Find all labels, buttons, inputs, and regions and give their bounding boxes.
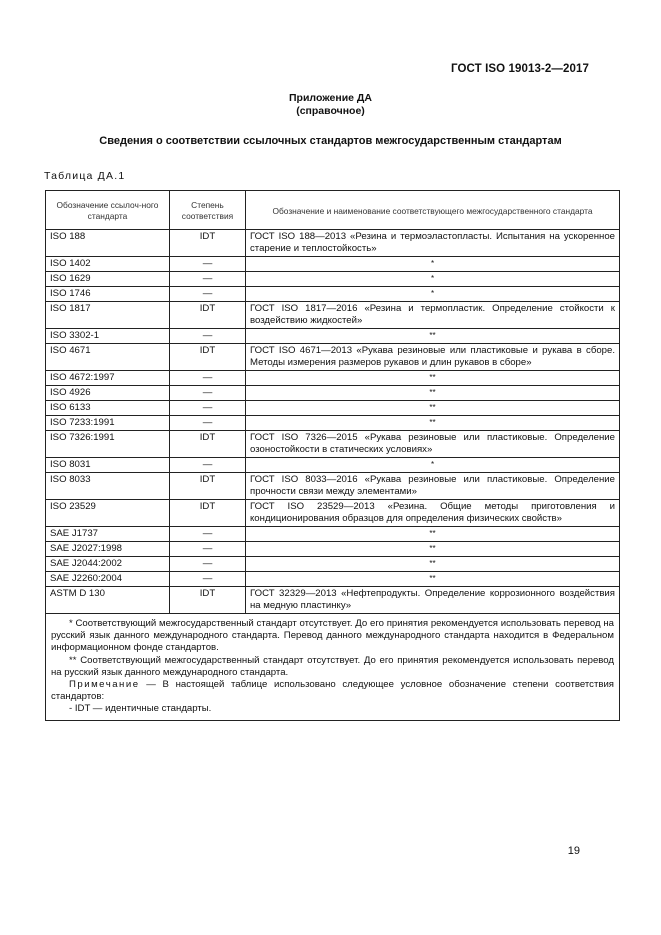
cell-degree: — (170, 542, 246, 557)
table-row (46, 272, 620, 287)
annex-subtitle: (справочное) (296, 105, 365, 117)
cell-degree: IDT (170, 431, 246, 458)
cell-name: ** (246, 542, 620, 557)
note-remark (51, 679, 614, 703)
cell-name: ** (246, 329, 620, 344)
cell-ref: ISO 188 (46, 230, 170, 257)
note-remark-text: — В настоящей таблице использовано следующее условное обозначение степени соответствия стандартов: (51, 679, 614, 703)
cell-ref: ISO 4926 (46, 386, 170, 401)
cell-ref: ISO 4672:1997 (46, 371, 170, 386)
cell-name: ** (246, 572, 620, 587)
header-ref: Обозначение ссылоч-ного стандарта (46, 191, 170, 230)
table-caption: Таблица ДА.1 (44, 170, 126, 182)
cell-degree: IDT (170, 500, 246, 527)
table-row (46, 344, 620, 371)
cell-degree: IDT (170, 473, 246, 500)
cell-degree: IDT (170, 302, 246, 329)
cell-degree: — (170, 557, 246, 572)
section-title: Сведения о соответствии ссылочных стандартов межгосударственным стандартам (99, 135, 562, 147)
cell-ref: SAE J2044:2002 (46, 557, 170, 572)
table-row (46, 473, 620, 500)
note-idt-definition: - IDT — идентичные стандарты. (69, 703, 212, 715)
cell-ref: SAE J1737 (46, 527, 170, 542)
cell-ref: ISO 7326:1991 (46, 431, 170, 458)
cell-name: ** (246, 557, 620, 572)
table-row (46, 287, 620, 302)
cell-degree: — (170, 329, 246, 344)
cell-ref: ISO 3302-1 (46, 329, 170, 344)
annex-title: Приложение ДА (289, 92, 372, 104)
cell-degree: — (170, 416, 246, 431)
cell-ref: ISO 23529 (46, 500, 170, 527)
note-single-asterisk: * Соответствующий межгосударственный стандарт отсутствует. До его принятия рекомендуется использовать перевод на русский язык данного международного стандарта. Перевод данного международного стандарта находится в Федеральном информационном фонде стандартов. (51, 618, 614, 654)
document-code: ГОСТ ISO 19013-2—2017 (451, 63, 589, 75)
cell-degree: IDT (170, 230, 246, 257)
cell-ref: ISO 8033 (46, 473, 170, 500)
page-number: 19 (567, 845, 580, 857)
cell-name: * (246, 272, 620, 287)
cell-ref: ASTM D 130 (46, 587, 170, 614)
table-header-row (46, 191, 620, 230)
table-row (46, 587, 620, 614)
cell-degree: — (170, 272, 246, 287)
cell-degree: — (170, 287, 246, 302)
cell-ref: ISO 6133 (46, 401, 170, 416)
table-row (46, 371, 620, 386)
cell-ref: ISO 4671 (46, 344, 170, 371)
cell-ref: ISO 1629 (46, 272, 170, 287)
cell-name: ГОСТ ISO 4671—2013 «Рукава резиновые или пластиковые и рукава в сборе. Методы измерения размеров рукавов и длин рукавов в сборе» (246, 344, 620, 371)
cell-degree: — (170, 401, 246, 416)
cell-ref: ISO 1817 (46, 302, 170, 329)
cell-ref: ISO 8031 (46, 458, 170, 473)
cell-name: * (246, 458, 620, 473)
annex-heading (0, 92, 661, 118)
table-row (46, 431, 620, 458)
cell-degree: — (170, 572, 246, 587)
cell-name: ГОСТ 32329—2013 «Нефтепродукты. Определение коррозионного воздействия на медную пластинку» (246, 587, 620, 614)
table-row (46, 527, 620, 542)
cell-name: ** (246, 416, 620, 431)
table-row (46, 542, 620, 557)
cell-ref: SAE J2260:2004 (46, 572, 170, 587)
table-row (46, 302, 620, 329)
cell-name: ** (246, 401, 620, 416)
cell-name: ** (246, 527, 620, 542)
table-row (46, 230, 620, 257)
correspondence-table (45, 190, 620, 721)
cell-name: * (246, 257, 620, 272)
cell-name: ГОСТ ISO 188—2013 «Резина и термоэластопласты. Испытания на ускоренное старение и теплостойкость» (246, 230, 620, 257)
table-row (46, 329, 620, 344)
cell-ref: ISO 7233:1991 (46, 416, 170, 431)
cell-name: ГОСТ ISO 23529—2013 «Резина. Общие методы приготовления и кондиционирования образцов для определения физических свойств» (246, 500, 620, 527)
table-row (46, 416, 620, 431)
table-row (46, 458, 620, 473)
cell-degree: IDT (170, 587, 246, 614)
header-degree: Степень соответствия (170, 191, 246, 230)
table-row (46, 572, 620, 587)
table-row (46, 500, 620, 527)
table-row (46, 386, 620, 401)
header-name: Обозначение и наименование соответствующего межгосударственного стандарта (246, 191, 620, 230)
cell-degree: — (170, 386, 246, 401)
cell-name: ** (246, 386, 620, 401)
table-row (46, 557, 620, 572)
cell-degree: — (170, 257, 246, 272)
cell-name: ГОСТ ISO 8033—2016 «Рукава резиновые или пластиковые. Определение прочности связи между элементами» (246, 473, 620, 500)
table-row (46, 257, 620, 272)
cell-name: ГОСТ ISO 1817—2016 «Резина и термопластик. Определение стойкости к воздействию жидкостей» (246, 302, 620, 329)
note-double-asterisk: ** Соответствующий межгосударственный стандарт отсутствует. До его принятия рекомендуется использовать перевод на русский язык данного международного стандарта. (51, 654, 614, 678)
table-notes-row (46, 614, 620, 721)
cell-degree: — (170, 527, 246, 542)
cell-name: * (246, 287, 620, 302)
cell-ref: ISO 1746 (46, 287, 170, 302)
cell-name: ** (246, 371, 620, 386)
cell-degree: IDT (170, 344, 246, 371)
cell-degree: — (170, 458, 246, 473)
cell-ref: ISO 1402 (46, 257, 170, 272)
table-notes (46, 614, 620, 721)
table-row (46, 401, 620, 416)
note-remark-label: Примечание (69, 679, 140, 691)
cell-ref: SAE J2027:1998 (46, 542, 170, 557)
cell-degree: — (170, 371, 246, 386)
cell-name: ГОСТ ISO 7326—2015 «Рукава резиновые или пластиковые. Определение озоностойкости в статических условиях» (246, 431, 620, 458)
